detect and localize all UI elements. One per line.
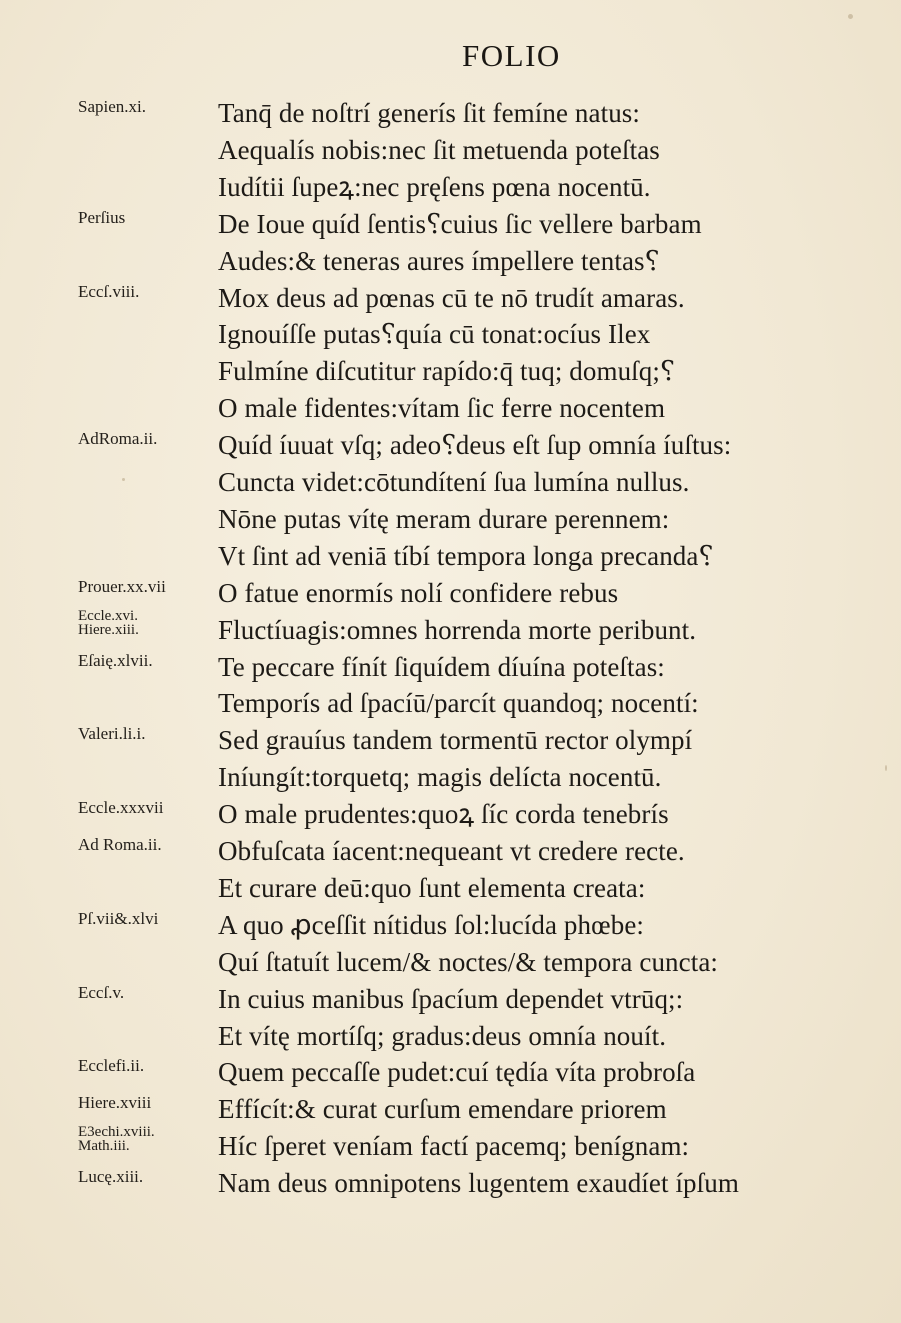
marginal-note: Valeri.li.i. [78,724,146,744]
verse-text: Quí ſtatuít lucem/& noctes/& tempora cuncta: [218,946,719,977]
verse-line [0,391,901,428]
verse-line [0,834,901,871]
verse-text: Temporís ad ſpacíū/parcít quandoq; nocentí: [218,688,699,719]
verse-text: A quo ꝓceſſit nítidus ſol:lucída phœbe: [218,909,645,940]
verse-line [0,760,901,797]
verse-text: Obfuſcata íacent:nequeant vt credere recte. [218,836,685,866]
verse-text: Iudítii ſupeꝝ:nec pręſens pœna nocentū. [218,171,651,202]
verse-line [0,797,901,834]
verse-text: Et curare deū:quo ſunt elementa creata: [218,872,646,903]
verse-text: Effícít:& curat curſum emendare priorem [218,1094,667,1125]
marginal-note: Sapien.xi. [78,97,146,116]
folio-header: FOLIO [462,38,561,73]
verse-line [0,1124,901,1166]
verse-text: O male prudentes:quoꝝ ſíc corda tenebrís [218,799,669,830]
verse-line [0,1019,901,1056]
verse-text: O fatue enormís nolí confidere rebus [218,577,619,608]
verse-text: Fluctíuagis:omnes horrenda morte peribunt. [218,614,697,645]
marginal-note: Pſ.vii&.xlvi [78,908,159,928]
verse-text: Iníungít:torquetq; magis delícta nocentū. [218,762,662,793]
verse-text: Aequalís nobis:nec ſit metuenda poteſtas [218,134,660,165]
marginal-note: Eccſ.viii. [78,281,140,301]
verse-text: Ignouíſſe putas⸮quía cū tonat:ocíus Ilex [218,319,651,350]
verse-line [0,317,901,354]
verse-line [0,539,901,576]
marginal-note: Eccle.xvi. Hiere.xiii. [78,607,139,638]
verse-text: Tanq̄ de noſtrí generís ſit femíne natus: [218,98,640,128]
marginal-note: AdRoma.ii. [78,429,158,449]
verse-line [0,607,901,650]
verse-text: Vt ſint ad veniā tíbí tempora longa precanda⸮ [218,540,714,571]
verse-text: Fulmíne diſcutitur rapído:q̄ tuq; domuſq;⸮ [218,356,675,387]
verse-line [0,1166,901,1203]
verse-text: O male fidentes:vítam ſic ferre nocentem [218,393,666,424]
verse-line [0,170,901,207]
marginal-note: Eccſ.v. [78,982,125,1002]
verse-line [0,945,901,982]
marginal-note: Ecclefi.ii. [78,1056,145,1076]
verse-line [0,908,901,945]
verse-line [0,502,901,539]
marginal-note: Prouer.xx.vii [78,576,166,596]
marginal-note: Perſius [78,207,126,227]
marginal-note: Ad Roma.ii. [78,835,162,854]
verse-line [0,133,901,170]
verse-text: Cuncta videt:cōtundítení ſua lumína nullus. [218,467,690,497]
marginal-note: Eccle.xxxvii [78,798,164,818]
marginal-note: Lucę.xiii. [78,1167,144,1187]
verse-line [0,982,901,1019]
verse-text: Sed grauíus tandem tormentū rector olympí [218,725,693,756]
verse-line [0,207,901,244]
verse-line [0,723,901,760]
verse-text: Te peccare fínít ſiquídem díuína poteſtas: [218,651,665,682]
verse-line [0,244,901,281]
verse-line [0,465,901,502]
verse-text: Et vítę mortíſq; gradus:deus omnía nouít. [218,1020,667,1051]
verse-text: In cuius manibus ſpacíum dependet vtrūq;: [218,983,684,1014]
verse-text: Nōne putas vítę meram durare perennem: [218,503,670,534]
verse-line [0,96,901,133]
verse-line [0,650,901,687]
verse-text: Audes:& teneras aures ímpellere tentas⸮ [218,245,660,276]
verse-line [0,1055,901,1092]
verse-text: Quem peccaſſe pudet:cuí tędía víta probroſa [218,1057,696,1088]
verse-line [0,686,901,723]
verse-text: Quíd íuuat vſq; adeo⸮deus eſt ſup omnía íuſtus: [218,430,732,461]
marginal-note: E3echi.xviii. Math.iii. [78,1124,155,1155]
verse-text: De Ioue quíd ſentis⸮cuius ſic vellere barbam [218,208,702,239]
marginal-note: Hiere.xviii [78,1093,152,1113]
verse-text: Mox deus ad pœnas cū te nō trudít amaras. [218,282,685,313]
verse-line [0,354,901,391]
verse-line [0,871,901,908]
verse-line [0,281,901,318]
marginal-note: Eſaię.xlvii. [78,650,153,670]
verse-text: Híc ſperet veníam factí pacemq; benígnam: [218,1131,690,1162]
paper-speck [848,14,853,19]
verse-line [0,428,901,465]
verse-text: Nam deus omnipotens lugentem exaudíet ípſum [218,1168,739,1199]
